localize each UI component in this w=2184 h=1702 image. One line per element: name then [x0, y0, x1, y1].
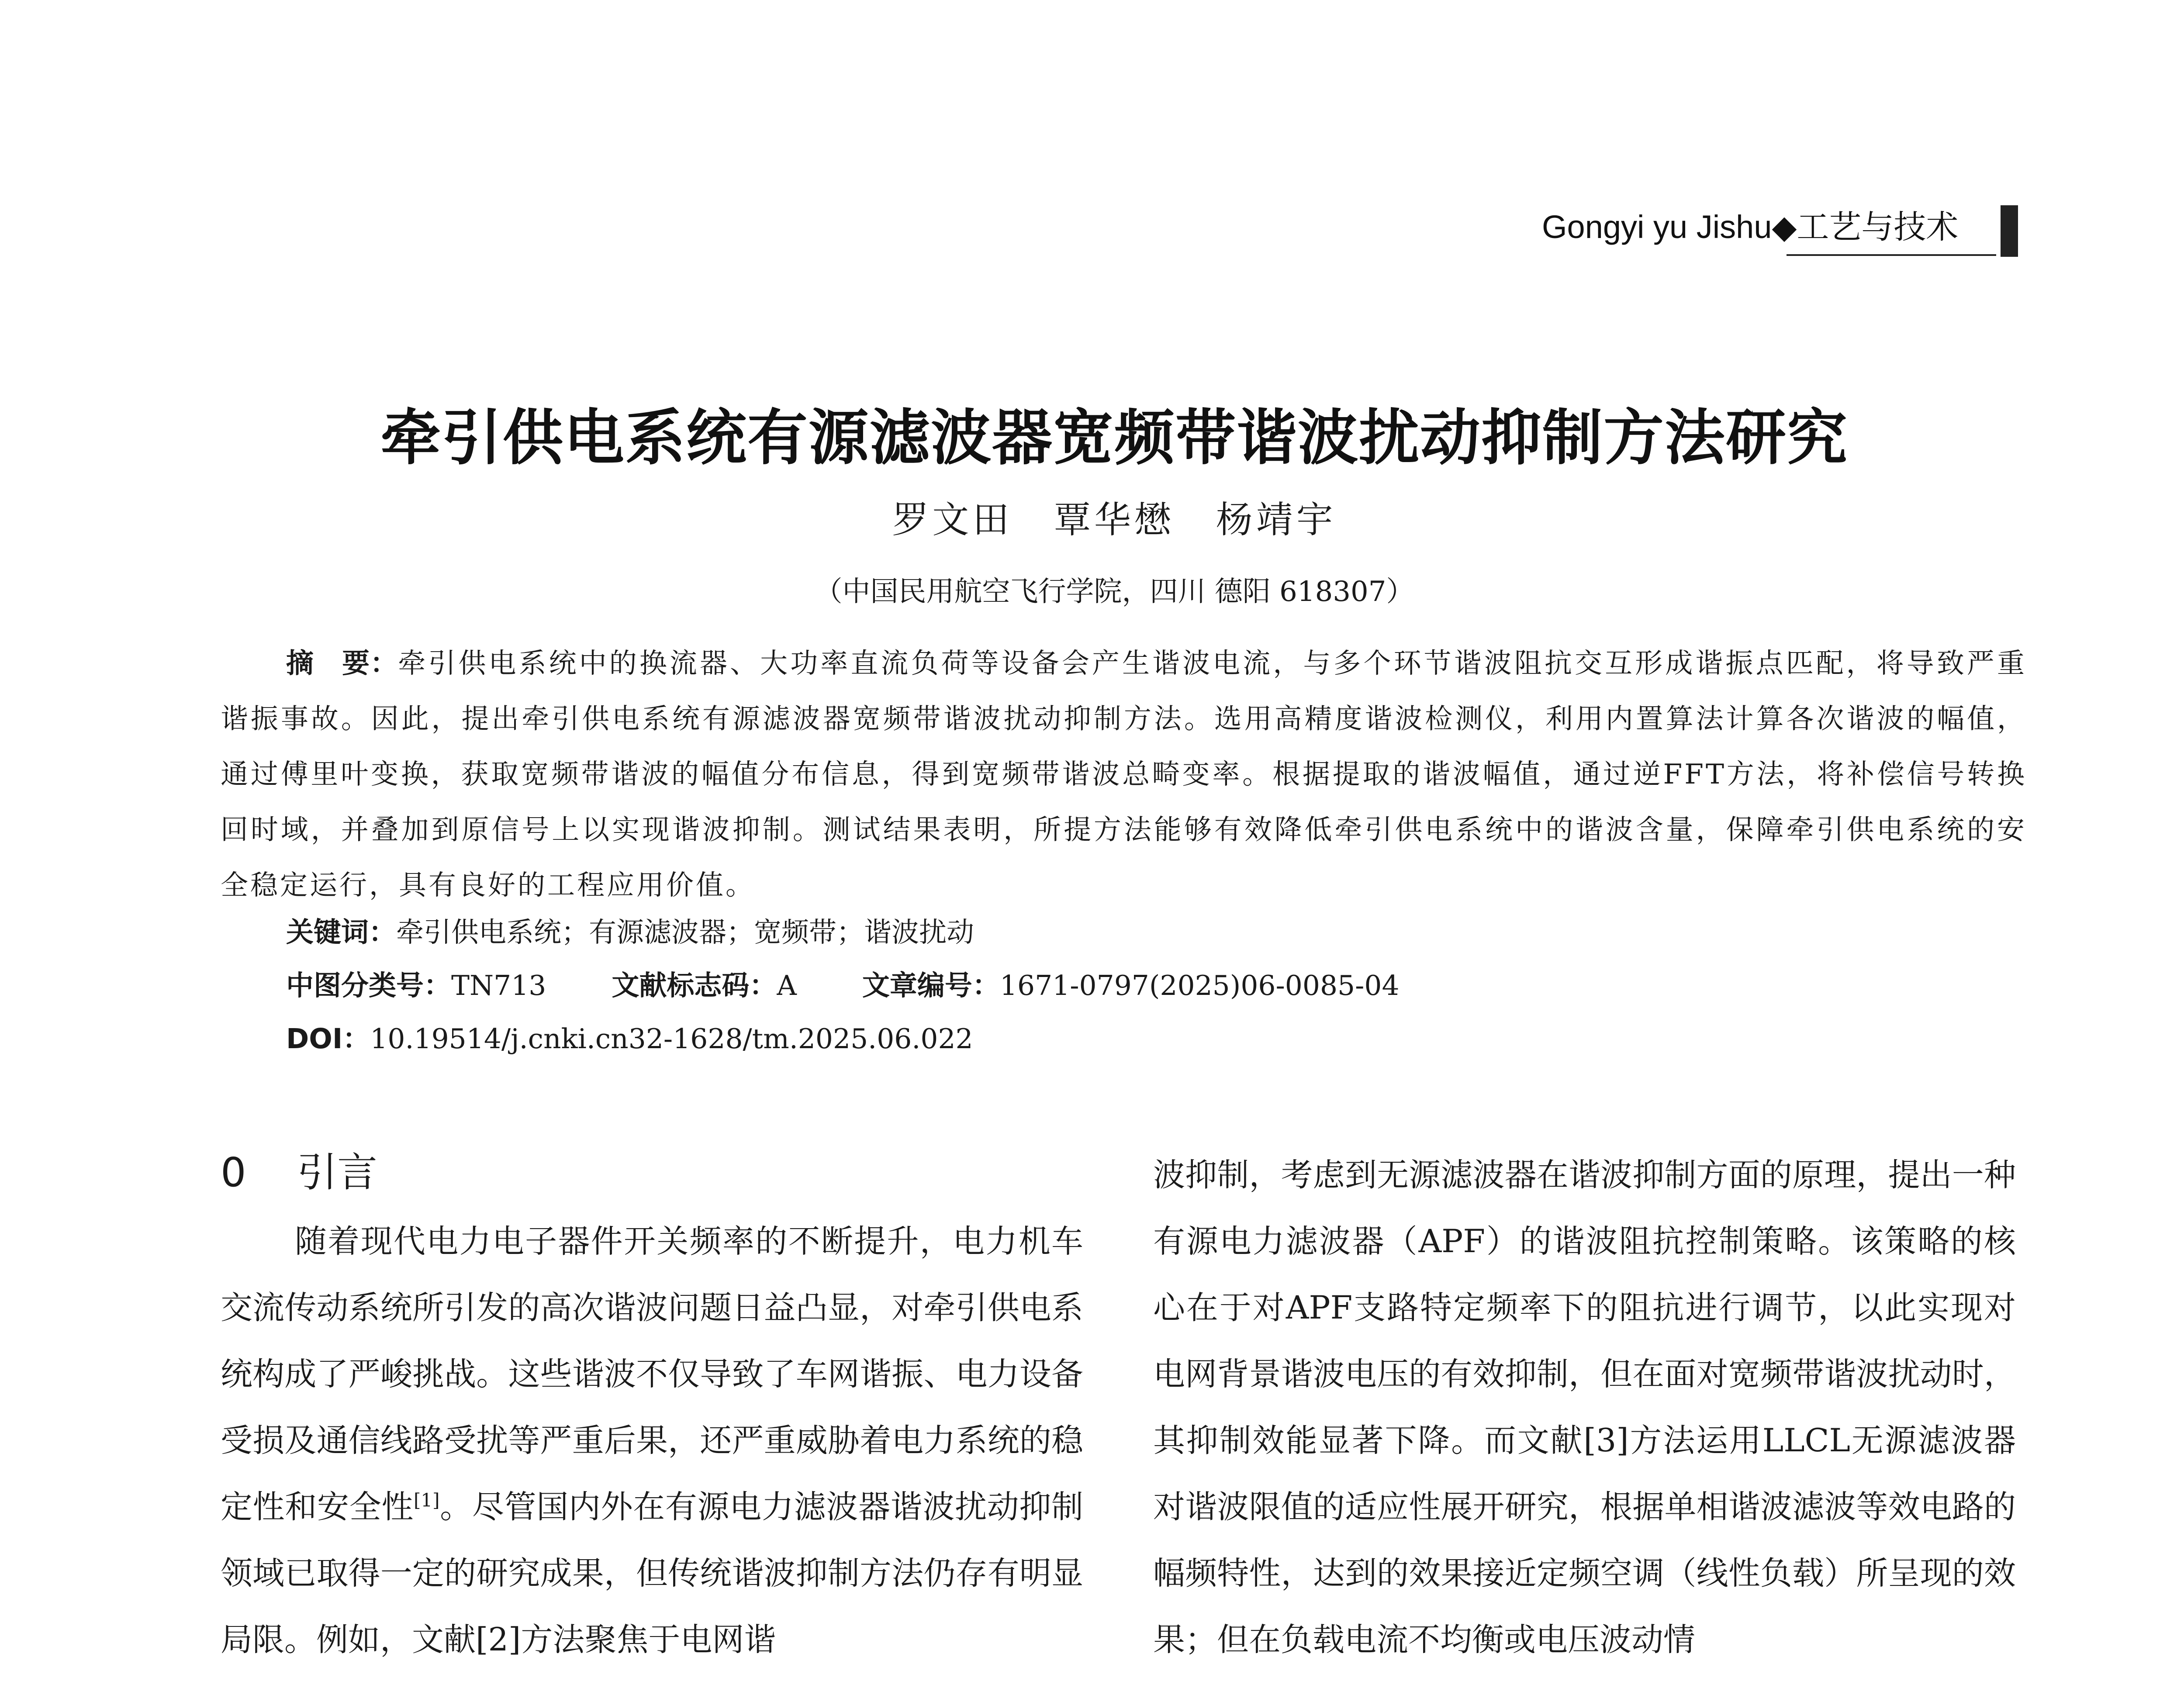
keywords-label: 关键词： — [286, 916, 396, 948]
doi-label: DOI： — [286, 1023, 370, 1055]
keywords — [286, 913, 974, 952]
article-no-label: 文章编号： — [862, 970, 1000, 1001]
doi-value: 10.19514/j.cnki.cn32-1628/tm.2025.06.022 — [370, 1023, 973, 1055]
section-heading — [221, 1144, 377, 1201]
body-right-column — [1153, 1142, 2016, 1673]
doi-line — [286, 1019, 973, 1059]
body-paragraph: 波抑制，考虑到无源滤波器在谐波抑制方面的原理，提出一种有源电力滤波器（APF）的谐波阻抗控制策略。该策略的核心在于对APF支路特定频率下的阻抗进行调节，以此实现对电网背景谐波电压的有效抑制，但在面对宽频带谐波扰动时，其抑制效能显著下降。而文献[3]方法运用LLCL无源滤波器对谐波限值的适应性展开研究，根据单相谐波滤波等效电路的幅频特性，达到的效果接近定频空调（线性负载）所呈现的效果；但在负载电流不均衡或电压波动情 — [1153, 1157, 2016, 1658]
header-bar — [2001, 205, 2018, 257]
header-underline — [1787, 254, 1996, 256]
clc-value: TN713 — [451, 970, 546, 1001]
running-header — [1542, 205, 2027, 258]
abstract-label: 摘 要： — [286, 647, 398, 679]
running-title: Gongyi yu Jishu◆工艺与技术 — [1542, 209, 1959, 245]
authors: 罗文田 覃华懋 杨靖宇 — [892, 498, 1337, 541]
doc-code-label: 文献标志码： — [612, 970, 777, 1001]
article-no-value: 1671-0797(2025)06-0085-04 — [999, 970, 1400, 1001]
body-paragraph — [221, 1208, 1083, 1673]
left-text-a: 随着现代电力电子器件开关频率的不断提升，电力机车交流传动系统所引发的高次谐波问题日益凸显，对牵引供电系统构成了严峻挑战。这些谐波不仅导致了车网谐振、电力设备受损及通信线路受扰等严重后果，还严重威胁着电力系统的稳定性和安全性 — [221, 1223, 1083, 1526]
doc-code-value: A — [777, 970, 797, 1001]
abstract-text: 牵引供电系统中的换流器、大功率直流负荷等设备会产生谐波电流，与多个环节谐波阻抗交互形成谐振点匹配，将导致严重谐振事故。因此，提出牵引供电系统有源滤波器宽频带谐波扰动抑制方法。选用高精度谐波检测仪，利用内置算法计算各次谐波的幅值，通过傅里叶变换，获取宽频带谐波的幅值分布信息，得到宽频带谐波总畸变率。根据提取的谐波幅值，通过逆FFT方法，将补偿信号转换回时域，并叠加到原信号上以实现谐波抑制。测试结果表明，所提方法能够有效降低牵引供电系统中的谐波含量，保障牵引供电系统的安全稳定运行，具有良好的工程应用价值。 — [221, 647, 2027, 901]
abstract — [221, 635, 2027, 913]
clc-label: 中图分类号： — [286, 970, 451, 1001]
paper-title: 牵引供电系统有源滤波器宽频带谐波扰动抑制方法研究 — [380, 403, 1848, 473]
body-left-column — [221, 1208, 1083, 1673]
affiliation: （中国民用航空飞行学院，四川 德阳 618307） — [814, 576, 1414, 608]
classification-line — [286, 966, 1400, 1005]
citation-ref: [1] — [414, 1489, 440, 1511]
section-number: 0 — [221, 1149, 246, 1196]
keywords-text: 牵引供电系统；有源滤波器；宽频带；谐波扰动 — [396, 916, 974, 948]
section-title: 引言 — [297, 1149, 378, 1196]
left-text-b: 。尽管国内外在有源电力滤波器谐波扰动抑制领域已取得一定的研究成果，但传统谐波抑制方法仍存有明显局限。例如，文献[2]方法聚焦于电网谐 — [221, 1488, 1084, 1658]
